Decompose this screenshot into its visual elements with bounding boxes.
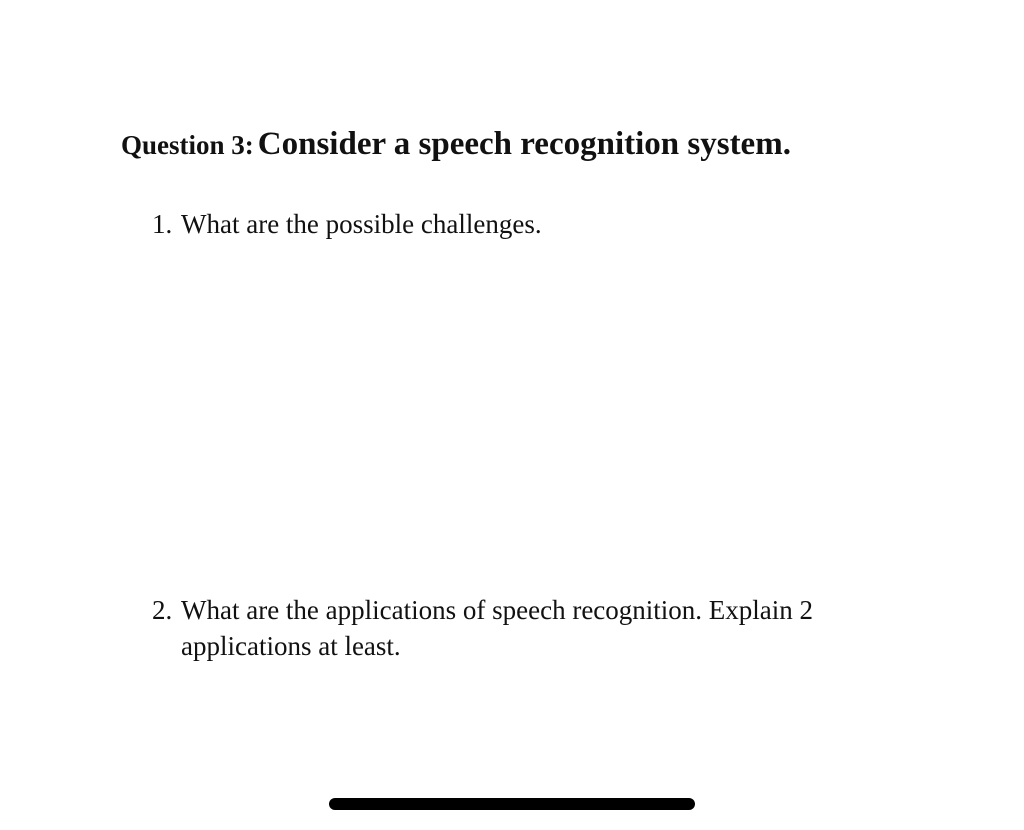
item-number: 2. <box>152 595 173 625</box>
list-item <box>152 206 901 242</box>
question-heading <box>121 128 791 161</box>
question-label: Question 3: <box>121 130 254 160</box>
item-number: 1. <box>152 209 173 239</box>
item-text: What are the possible challenges. <box>181 209 542 239</box>
list-item <box>152 592 901 664</box>
item-text: What are the applications of speech recognition. Explain 2 applications at least. <box>181 595 814 661</box>
question-text: Consider a speech recognition system. <box>257 126 791 162</box>
home-indicator[interactable] <box>329 798 695 810</box>
